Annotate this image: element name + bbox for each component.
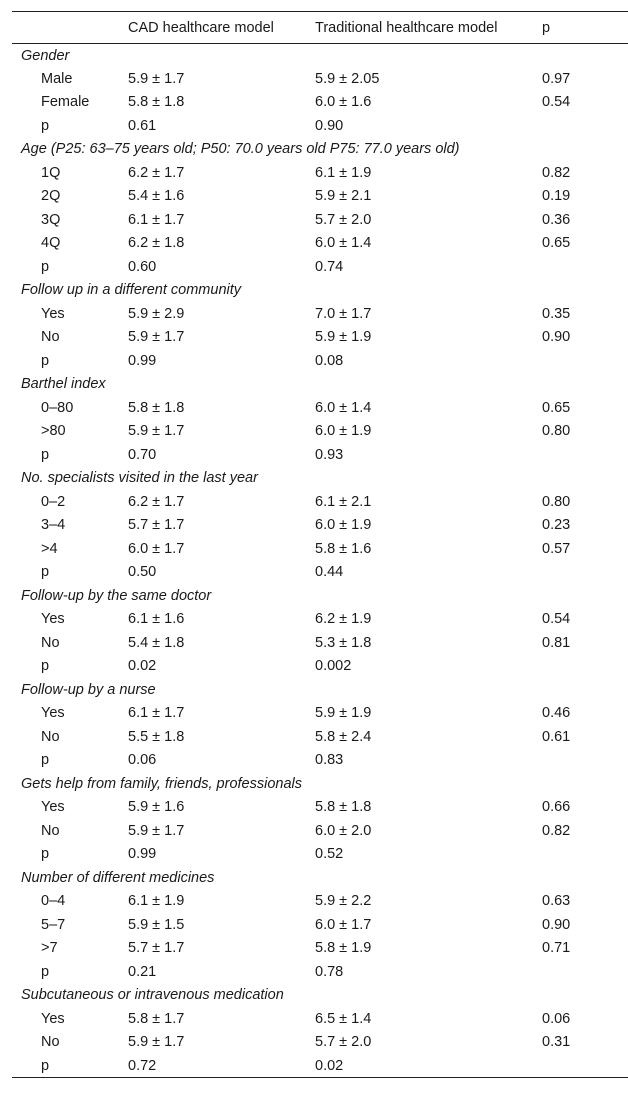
traditional-value-cell: 5.9 ± 2.05 [315, 70, 380, 87]
traditional-value-cell: 0.08 [315, 352, 344, 369]
group-title: Number of different medicines [21, 869, 215, 886]
traditional-value-cell: 5.9 ± 1.9 [315, 329, 372, 346]
p-value-cell: 0.57 [542, 540, 571, 557]
cad-value-cell: 6.1 ± 1.9 [128, 893, 185, 910]
p-value-cell: 0.23 [542, 517, 571, 534]
cad-value-cell: 0.99 [128, 846, 157, 863]
p-value-cell [542, 749, 628, 773]
cad-value-cell: 0.60 [128, 258, 157, 275]
table-row [12, 749, 628, 773]
table-row [12, 255, 628, 279]
row-label: p [41, 752, 50, 769]
table-row [12, 161, 628, 185]
row-label: 0–2 [41, 493, 66, 510]
row-label: p [41, 117, 50, 134]
p-value-cell [542, 114, 628, 138]
traditional-value-cell: 6.1 ± 2.1 [315, 493, 372, 510]
table-header [12, 12, 628, 44]
table-row [12, 631, 628, 655]
p-value-cell: 0.54 [542, 611, 571, 628]
table-row [12, 561, 628, 585]
row-label: 2Q [41, 188, 61, 205]
cad-value-cell: 0.99 [128, 352, 157, 369]
cad-value-cell: 5.9 ± 1.7 [128, 822, 185, 839]
p-value-cell: 0.65 [542, 235, 571, 252]
row-label: >4 [41, 540, 58, 557]
group-row [12, 279, 628, 303]
traditional-value-cell: 5.9 ± 2.2 [315, 893, 372, 910]
traditional-value-cell: 0.002 [315, 658, 352, 675]
table-row [12, 490, 628, 514]
table-row [12, 396, 628, 420]
row-label: 3–4 [41, 517, 66, 534]
cad-value-cell: 5.7 ± 1.7 [128, 517, 185, 534]
group-row [12, 373, 628, 397]
p-value-cell: 0.35 [542, 305, 571, 322]
cad-value-cell: 0.06 [128, 752, 157, 769]
p-value-cell [542, 561, 628, 585]
table-row [12, 960, 628, 984]
group-title: Gets help from family, friends, professionals [21, 775, 302, 792]
cad-value-cell: 0.72 [128, 1054, 315, 1078]
group-title: Gender [21, 47, 70, 64]
group-title: Subcutaneous or intravenous medication [21, 987, 284, 1004]
cad-value-cell: 0.50 [128, 564, 157, 581]
group-title: Age (P25: 63–75 years old; P50: 70.0 years old P75: 77.0 years old) [21, 141, 460, 158]
row-label: 5–7 [41, 916, 66, 933]
cad-value-cell: 0.70 [128, 446, 157, 463]
table-row [12, 67, 628, 91]
table-row [12, 890, 628, 914]
p-value-cell: 0.65 [542, 399, 571, 416]
cad-value-cell: 6.2 ± 1.8 [128, 235, 185, 252]
p-value-cell: 0.31 [542, 1034, 571, 1051]
group-row [12, 984, 628, 1008]
table-row [12, 1031, 628, 1055]
results-table [12, 11, 628, 1078]
table-row [12, 537, 628, 561]
cad-value-cell: 6.2 ± 1.7 [128, 493, 185, 510]
p-value-cell [542, 843, 628, 867]
group-row [12, 138, 628, 162]
cad-value-cell: 5.9 ± 2.9 [128, 305, 185, 322]
table-row [12, 1054, 628, 1078]
group-title: Follow-up by a nurse [21, 681, 156, 698]
group-title: Follow-up by the same doctor [21, 587, 212, 604]
cad-value-cell: 5.8 ± 1.8 [128, 94, 185, 111]
p-value-cell: 0.36 [542, 211, 571, 228]
table-row [12, 819, 628, 843]
table-row [12, 349, 628, 373]
table-row [12, 208, 628, 232]
row-label: Yes [41, 611, 65, 628]
cad-value-cell: 6.1 ± 1.7 [128, 211, 185, 228]
cad-value-cell: 0.21 [128, 963, 157, 980]
p-value-cell: 0.63 [542, 893, 571, 910]
p-value-cell: 0.97 [542, 70, 571, 87]
traditional-value-cell: 0.02 [315, 1054, 542, 1078]
p-value-cell [542, 349, 628, 373]
row-label: Male [41, 70, 73, 87]
row-label: Yes [41, 705, 65, 722]
traditional-value-cell: 5.9 ± 2.1 [315, 188, 372, 205]
traditional-value-cell: 6.0 ± 1.9 [315, 423, 372, 440]
cad-value-cell: 5.9 ± 1.7 [128, 1034, 185, 1051]
traditional-value-cell: 5.8 ± 1.9 [315, 940, 372, 957]
row-label: p [41, 446, 50, 463]
table-row [12, 443, 628, 467]
traditional-value-cell: 6.2 ± 1.9 [315, 611, 372, 628]
cad-value-cell: 5.4 ± 1.6 [128, 188, 185, 205]
p-value-cell [542, 255, 628, 279]
group-row [12, 866, 628, 890]
row-label: p [41, 564, 50, 581]
p-value-cell [542, 655, 628, 679]
traditional-value-cell: 6.0 ± 1.6 [315, 94, 372, 111]
p-value-cell: 0.90 [542, 329, 571, 346]
traditional-value-cell: 6.5 ± 1.4 [315, 1010, 372, 1027]
header-cad-model: CAD healthcare model [128, 12, 315, 44]
cad-value-cell: 5.8 ± 1.8 [128, 399, 185, 416]
group-row [12, 467, 628, 491]
row-label: p [41, 352, 50, 369]
table-row [12, 326, 628, 350]
traditional-value-cell: 6.0 ± 1.4 [315, 235, 372, 252]
header-row [12, 12, 628, 44]
table-row [12, 608, 628, 632]
p-value-cell: 0.81 [542, 634, 571, 651]
cad-value-cell: 0.02 [128, 658, 157, 675]
row-label: >80 [41, 423, 66, 440]
cad-value-cell: 5.8 ± 1.7 [128, 1010, 185, 1027]
header-traditional-model: Traditional healthcare model [315, 12, 542, 44]
table-row [12, 420, 628, 444]
cad-value-cell: 5.9 ± 1.5 [128, 916, 185, 933]
table-row [12, 302, 628, 326]
table-row [12, 232, 628, 256]
row-label: 0–80 [41, 399, 74, 416]
p-value-cell: 0.19 [542, 188, 571, 205]
table-row [12, 1007, 628, 1031]
traditional-value-cell: 0.93 [315, 446, 344, 463]
row-label: 1Q [41, 164, 61, 181]
table-row [12, 185, 628, 209]
cad-value-cell: 0.61 [128, 117, 157, 134]
traditional-value-cell: 5.3 ± 1.8 [315, 634, 372, 651]
p-value-cell: 0.90 [542, 916, 571, 933]
group-row [12, 44, 628, 68]
row-label: 0–4 [41, 893, 66, 910]
traditional-value-cell: 5.8 ± 1.8 [315, 799, 372, 816]
p-value-cell [542, 443, 628, 467]
cad-value-cell: 6.1 ± 1.7 [128, 705, 185, 722]
cad-value-cell: 6.2 ± 1.7 [128, 164, 185, 181]
table-row [12, 913, 628, 937]
row-label: No [41, 728, 60, 745]
traditional-value-cell: 0.78 [315, 963, 344, 980]
cad-value-cell: 5.4 ± 1.8 [128, 634, 185, 651]
row-label: p [41, 258, 50, 275]
header-p-value: p [542, 12, 628, 44]
row-label: Yes [41, 305, 65, 322]
row-label: No [41, 329, 60, 346]
table-row [12, 843, 628, 867]
header-empty [12, 12, 128, 44]
p-value-cell: 0.06 [542, 1010, 571, 1027]
row-label: No [41, 1034, 60, 1051]
table-row [12, 655, 628, 679]
table-row [12, 514, 628, 538]
traditional-value-cell: 0.44 [315, 564, 344, 581]
group-row [12, 772, 628, 796]
row-label: Yes [41, 799, 65, 816]
traditional-value-cell: 5.8 ± 2.4 [315, 728, 372, 745]
table-row [12, 796, 628, 820]
row-label: 4Q [41, 235, 61, 252]
cad-value-cell: 6.1 ± 1.6 [128, 611, 185, 628]
group-title: Follow up in a different community [21, 282, 242, 299]
traditional-value-cell: 0.90 [315, 117, 344, 134]
p-value-cell: 0.66 [542, 799, 571, 816]
cad-value-cell: 5.7 ± 1.7 [128, 940, 185, 957]
group-row [12, 678, 628, 702]
row-label: 3Q [41, 211, 61, 228]
traditional-value-cell: 7.0 ± 1.7 [315, 305, 372, 322]
table-body [12, 44, 628, 1078]
traditional-value-cell: 6.0 ± 1.7 [315, 916, 372, 933]
table-row [12, 91, 628, 115]
traditional-value-cell: 5.7 ± 2.0 [315, 1034, 372, 1051]
cad-value-cell: 5.9 ± 1.7 [128, 70, 185, 87]
traditional-value-cell: 6.0 ± 1.4 [315, 399, 372, 416]
group-row [12, 584, 628, 608]
cad-value-cell: 6.0 ± 1.7 [128, 540, 185, 557]
group-title: No. specialists visited in the last year [21, 470, 258, 487]
traditional-value-cell: 0.83 [315, 752, 344, 769]
cad-value-cell: 5.9 ± 1.7 [128, 329, 185, 346]
p-value-cell: 0.71 [542, 940, 571, 957]
cad-value-cell: 5.9 ± 1.6 [128, 799, 185, 816]
row-label: No [41, 634, 60, 651]
row-label: Female [41, 94, 90, 111]
table-row [12, 725, 628, 749]
traditional-value-cell: 6.1 ± 1.9 [315, 164, 372, 181]
group-title: Barthel index [21, 376, 106, 393]
table-row [12, 937, 628, 961]
p-value-cell: 0.80 [542, 423, 571, 440]
traditional-value-cell: 0.52 [315, 846, 344, 863]
traditional-value-cell: 5.8 ± 1.6 [315, 540, 372, 557]
cad-value-cell: 5.5 ± 1.8 [128, 728, 185, 745]
table-row [12, 702, 628, 726]
row-label: p [41, 963, 50, 980]
traditional-value-cell: 6.0 ± 2.0 [315, 822, 372, 839]
p-value-cell [542, 1054, 628, 1078]
row-label: p [41, 658, 50, 675]
p-value-cell: 0.82 [542, 164, 571, 181]
traditional-value-cell: 0.74 [315, 258, 344, 275]
p-value-cell [542, 960, 628, 984]
row-label: Yes [41, 1010, 65, 1027]
table-row [12, 114, 628, 138]
traditional-value-cell: 5.7 ± 2.0 [315, 211, 372, 228]
row-label: p [41, 846, 50, 863]
p-value-cell: 0.82 [542, 822, 571, 839]
row-label: >7 [41, 940, 58, 957]
p-value-cell: 0.54 [542, 94, 571, 111]
row-label: No [41, 822, 60, 839]
row-label: p [12, 1054, 128, 1078]
p-value-cell: 0.80 [542, 493, 571, 510]
results-table-container [12, 11, 628, 1078]
p-value-cell: 0.61 [542, 728, 571, 745]
traditional-value-cell: 5.9 ± 1.9 [315, 705, 372, 722]
cad-value-cell: 5.9 ± 1.7 [128, 423, 185, 440]
traditional-value-cell: 6.0 ± 1.9 [315, 517, 372, 534]
p-value-cell: 0.46 [542, 705, 571, 722]
